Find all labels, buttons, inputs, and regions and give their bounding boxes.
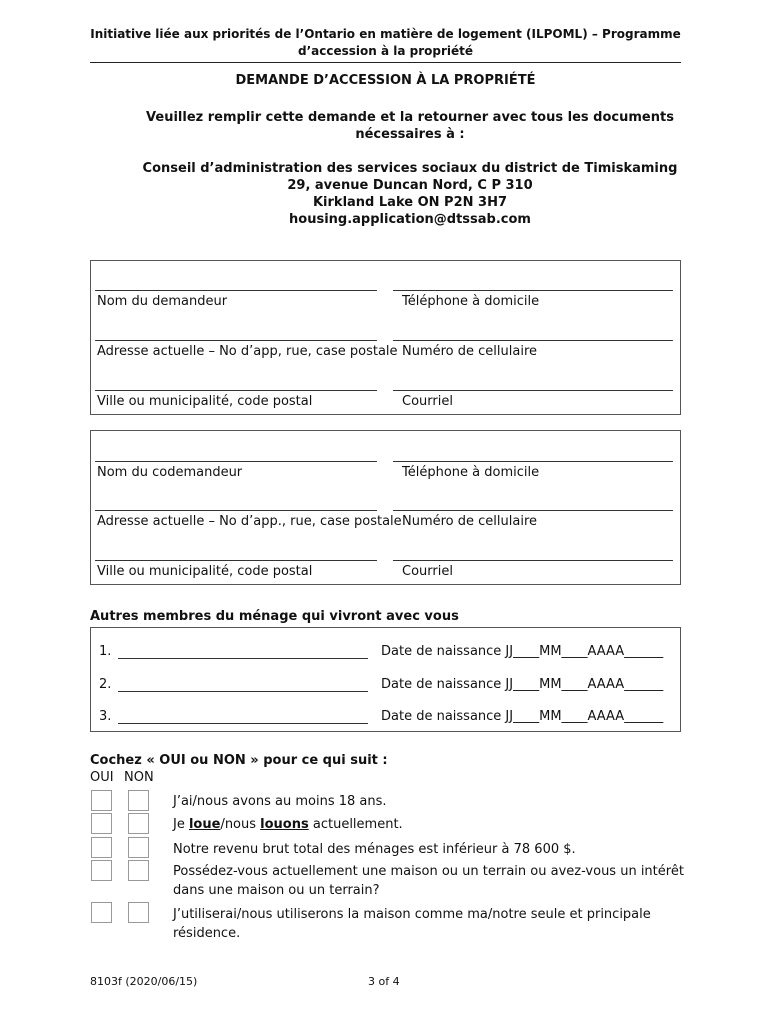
- household-member-1-name-field[interactable]: [118, 658, 368, 659]
- coapplicant-home-phone-label: Téléphone à domicile: [402, 465, 540, 480]
- coapplicant-cell-label: Numéro de cellulaire: [402, 514, 538, 529]
- coapplicant-address-field[interactable]: [95, 510, 377, 511]
- instructions-line1: Veuillez remplir cette demande et la retourner avec tous les documents: [146, 110, 674, 125]
- program-header-line1: Initiative liée aux priorités de l’Ontario en matière de logement (ILPOML) – Programme: [90, 27, 681, 41]
- applicant-city-label: Ville ou municipalité, code postal: [97, 394, 313, 409]
- coapplicant-name-label: Nom du codemandeur: [97, 465, 243, 480]
- q3-text: Notre revenu brut total des ménages est inférieur à 78 600 $.: [173, 842, 576, 857]
- applicant-email-field[interactable]: [393, 390, 673, 391]
- page-number: 3 of 4: [368, 975, 400, 988]
- q3-yes-checkbox[interactable]: [91, 837, 112, 858]
- q1-text: J’ai/nous avons au moins 18 ans.: [173, 794, 387, 809]
- applicant-cell-label: Numéro de cellulaire: [402, 344, 538, 359]
- q1-yes-checkbox[interactable]: [91, 790, 112, 811]
- applicant-cell-field[interactable]: [393, 340, 673, 341]
- address-org: Conseil d’administration des services sociaux du district de Timiskaming: [142, 161, 678, 176]
- coapplicant-address-label: Adresse actuelle – No d’app., rue, case postale: [97, 514, 402, 529]
- coapplicant-home-phone-field[interactable]: [393, 461, 673, 462]
- household-member-3-name-field[interactable]: [118, 723, 368, 724]
- q4-text: [173, 862, 684, 900]
- q3-no-checkbox[interactable]: [128, 837, 149, 858]
- q2-text-pre: Je: [173, 817, 189, 832]
- q4-text-line1: Possédez-vous actuellement une maison ou un terrain ou avez-vous un intérêt: [173, 864, 684, 879]
- applicant-city-field[interactable]: [95, 390, 377, 391]
- q5-text-line2: résidence.: [173, 926, 241, 941]
- q2-louons: louons: [260, 817, 309, 832]
- program-header-line2: d’accession à la propriété: [297, 44, 474, 58]
- household-member-2-number: 2.: [99, 677, 112, 692]
- q2-no-checkbox[interactable]: [128, 813, 149, 834]
- q5-text-line1: J’utiliserai/nous utiliserons la maison comme ma/notre seule et principale: [173, 907, 651, 922]
- household-member-3-dob[interactable]: Date de naissance JJ____MM____AAAA______: [381, 709, 664, 724]
- instructions-line2: nécessaires à :: [355, 127, 465, 142]
- applicant-section: [90, 260, 681, 415]
- q5-no-checkbox[interactable]: [128, 902, 149, 923]
- form-code: 8103f (2020/06/15): [90, 975, 198, 988]
- q4-yes-checkbox[interactable]: [91, 860, 112, 881]
- applicant-name-label: Nom du demandeur: [97, 294, 228, 309]
- address-street: 29, avenue Duncan Nord, C P 310: [287, 178, 533, 193]
- q2-text-post: actuellement.: [308, 817, 403, 832]
- applicant-name-field[interactable]: [95, 290, 377, 291]
- coapplicant-email-field[interactable]: [393, 560, 673, 561]
- q2-loue: loue: [188, 817, 221, 832]
- applicant-address-label: Adresse actuelle – No d’app, rue, case postale: [97, 344, 398, 359]
- applicant-email-label: Courriel: [402, 394, 453, 409]
- q4-text-line2: dans une maison ou un terrain?: [173, 883, 380, 898]
- household-member-2-name-field[interactable]: [118, 691, 368, 692]
- coapplicant-city-label: Ville ou municipalité, code postal: [97, 564, 313, 579]
- program-header: [90, 26, 681, 60]
- address-email: housing.application@dtssab.com: [289, 212, 531, 227]
- q1-no-checkbox[interactable]: [128, 790, 149, 811]
- q2-text: [173, 815, 403, 834]
- yes-column-label: OUI: [90, 770, 114, 785]
- checklist-heading: Cochez « OUI ou NON » pour ce qui suit :: [90, 753, 388, 768]
- applicant-home-phone-label: Téléphone à domicile: [402, 294, 540, 309]
- household-member-1-number: 1.: [99, 644, 112, 659]
- header-divider: [90, 62, 681, 63]
- q5-text: [173, 905, 651, 943]
- instructions: [140, 109, 680, 143]
- q5-yes-checkbox[interactable]: [91, 902, 112, 923]
- coapplicant-section: [90, 430, 681, 585]
- q2-yes-checkbox[interactable]: [91, 813, 112, 834]
- household-member-3-number: 3.: [99, 709, 112, 724]
- coapplicant-name-field[interactable]: [95, 461, 377, 462]
- household-member-2-dob[interactable]: Date de naissance JJ____MM____AAAA______: [381, 677, 664, 692]
- applicant-address-field[interactable]: [95, 340, 377, 341]
- q2-text-mid: /nous: [220, 817, 261, 832]
- household-heading: Autres membres du ménage qui vivront avec vous: [90, 609, 459, 624]
- return-address: [90, 160, 730, 228]
- no-column-label: NON: [124, 770, 154, 785]
- household-member-1-dob[interactable]: Date de naissance JJ____MM____AAAA______: [381, 644, 664, 659]
- document-title: DEMANDE D’ACCESSION À LA PROPRIÉTÉ: [235, 73, 536, 88]
- address-city: Kirkland Lake ON P2N 3H7: [312, 195, 507, 210]
- applicant-home-phone-field[interactable]: [393, 290, 673, 291]
- coapplicant-email-label: Courriel: [402, 564, 453, 579]
- coapplicant-city-field[interactable]: [95, 560, 377, 561]
- q4-no-checkbox[interactable]: [128, 860, 149, 881]
- coapplicant-cell-field[interactable]: [393, 510, 673, 511]
